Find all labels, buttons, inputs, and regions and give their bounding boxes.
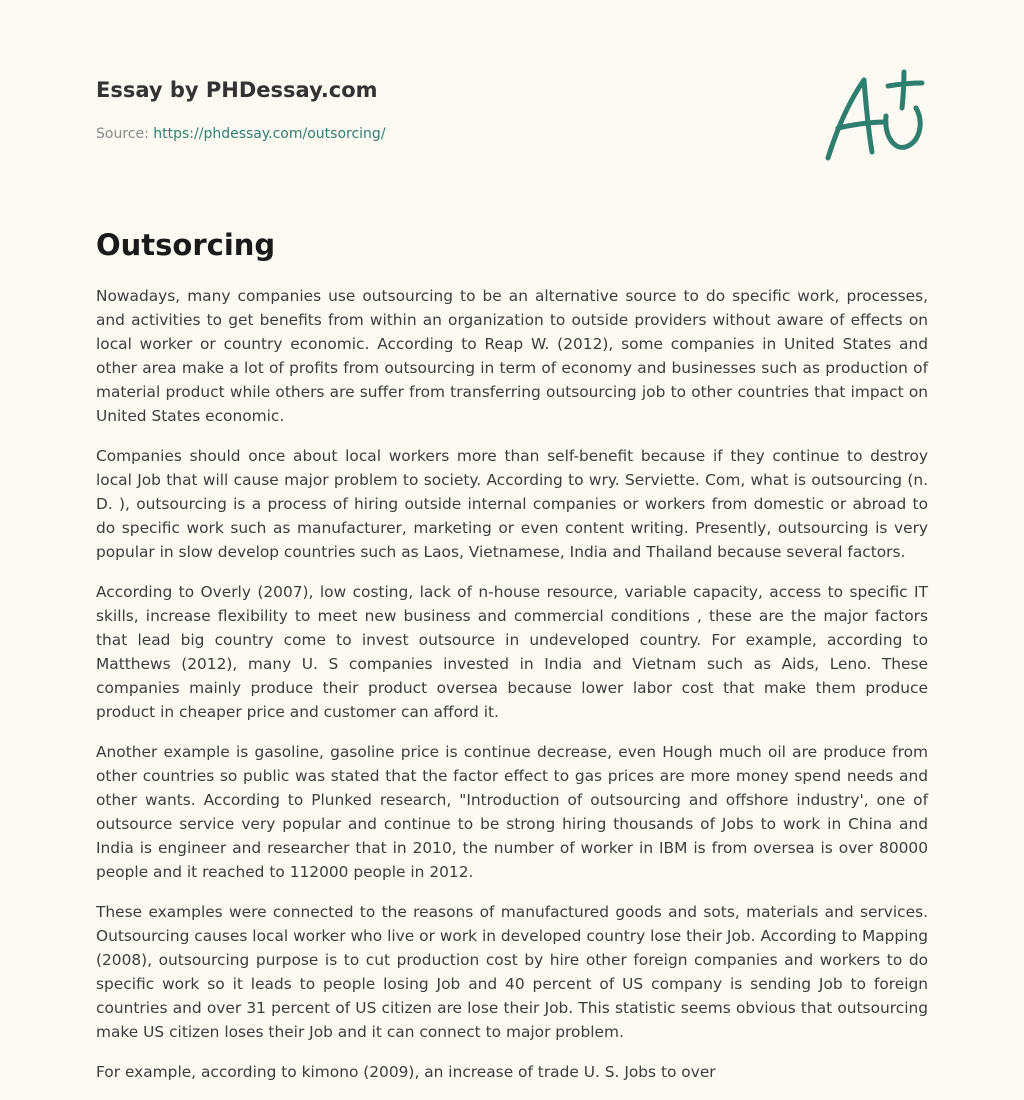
essay-paragraph: According to Overly (2007), low costing, lack of n-house resource, variable capacity, access to specific IT skills, increase flexibility to meet new business and commercial conditions , these are the major factors that lead big country come to invest outsource in undeveloped country. For example, according to Matthews (2012), many U. S companies invested in India and Vietnam such as Aids, Leno. These companies mainly produce their product oversea because lower labor cost that make them produce product in cheaper price and customer can afford it.: [96, 583, 928, 721]
essay-paragraph: For example, according to kimono (2009), an increase of trade U. S. Jobs to over: [96, 1063, 716, 1081]
essay-paragraph: Nowadays, many companies use outsourcing to be an alternative source to do specific work, processes, and activities to get benefits from within an organization to outside providers without aware of effects on local worker or country economic. According to Reap W. (2012), some companies in United States and other area make a lot of profits from outsourcing in term of economy and businesses such as production of material product while others are suffer from transferring outsourcing job to other countries that impact on United States economic.: [96, 287, 928, 425]
essay-paragraph: Companies should once about local workers more than self-benefit because if they continue to destroy local Job that will cause major problem to society. According to wry. Serviette. Com, what is outsourcing (n. D. ), outsourcing is a process of hiring outside internal companies or workers from domestic or abroad to do specific work such as manufacturer, marketing or even content writing. Presently, outsourcing is very popular in slow develop countries such as Laos, Vietnamese, India and Thailand because several factors.: [96, 447, 928, 561]
a-plus-logo-icon: [820, 66, 930, 166]
source-label: Source:: [96, 126, 154, 142]
essay-paragraph: Another example is gasoline, gasoline price is continue decrease, even Hough much oil are produce from other countries so public was stated that the factor effect to gas prices are more money spend needs and other wants. According to Plunked research, "Introduction of outsourcing and offshore industry', one of outsource service very popular and continue to be strong hiring thousands of Jobs to work in China and India is engineer and researcher that in 2010, the number of worker in IBM is from oversea is over 80000 people and it reached to 112000 people in 2012.: [96, 743, 928, 881]
essay-title: Outsorcing: [96, 228, 276, 262]
source-link[interactable]: https://phdessay.com/outsorcing/: [153, 126, 386, 142]
essay-body: [96, 284, 928, 1100]
essay-paragraph: These examples were connected to the reasons of manufactured goods and sots, materials and services. Outsourcing causes local worker who live or work in developed country lose their Job. According to Mapping (2008), outsourcing purpose is to cut production cost by hire other foreign companies and workers to do specific work so it leads to people losing Job and 40 percent of US company is sending Job to foreign countries and over 31 percent of US citizen are lose their Job. This statistic seems obvious that outsourcing make US citizen loses their Job and it can connect to major problem.: [96, 903, 928, 1041]
source-line: [96, 124, 796, 144]
page-header: [96, 76, 796, 144]
site-title: Essay by PHDessay.com: [96, 78, 378, 102]
